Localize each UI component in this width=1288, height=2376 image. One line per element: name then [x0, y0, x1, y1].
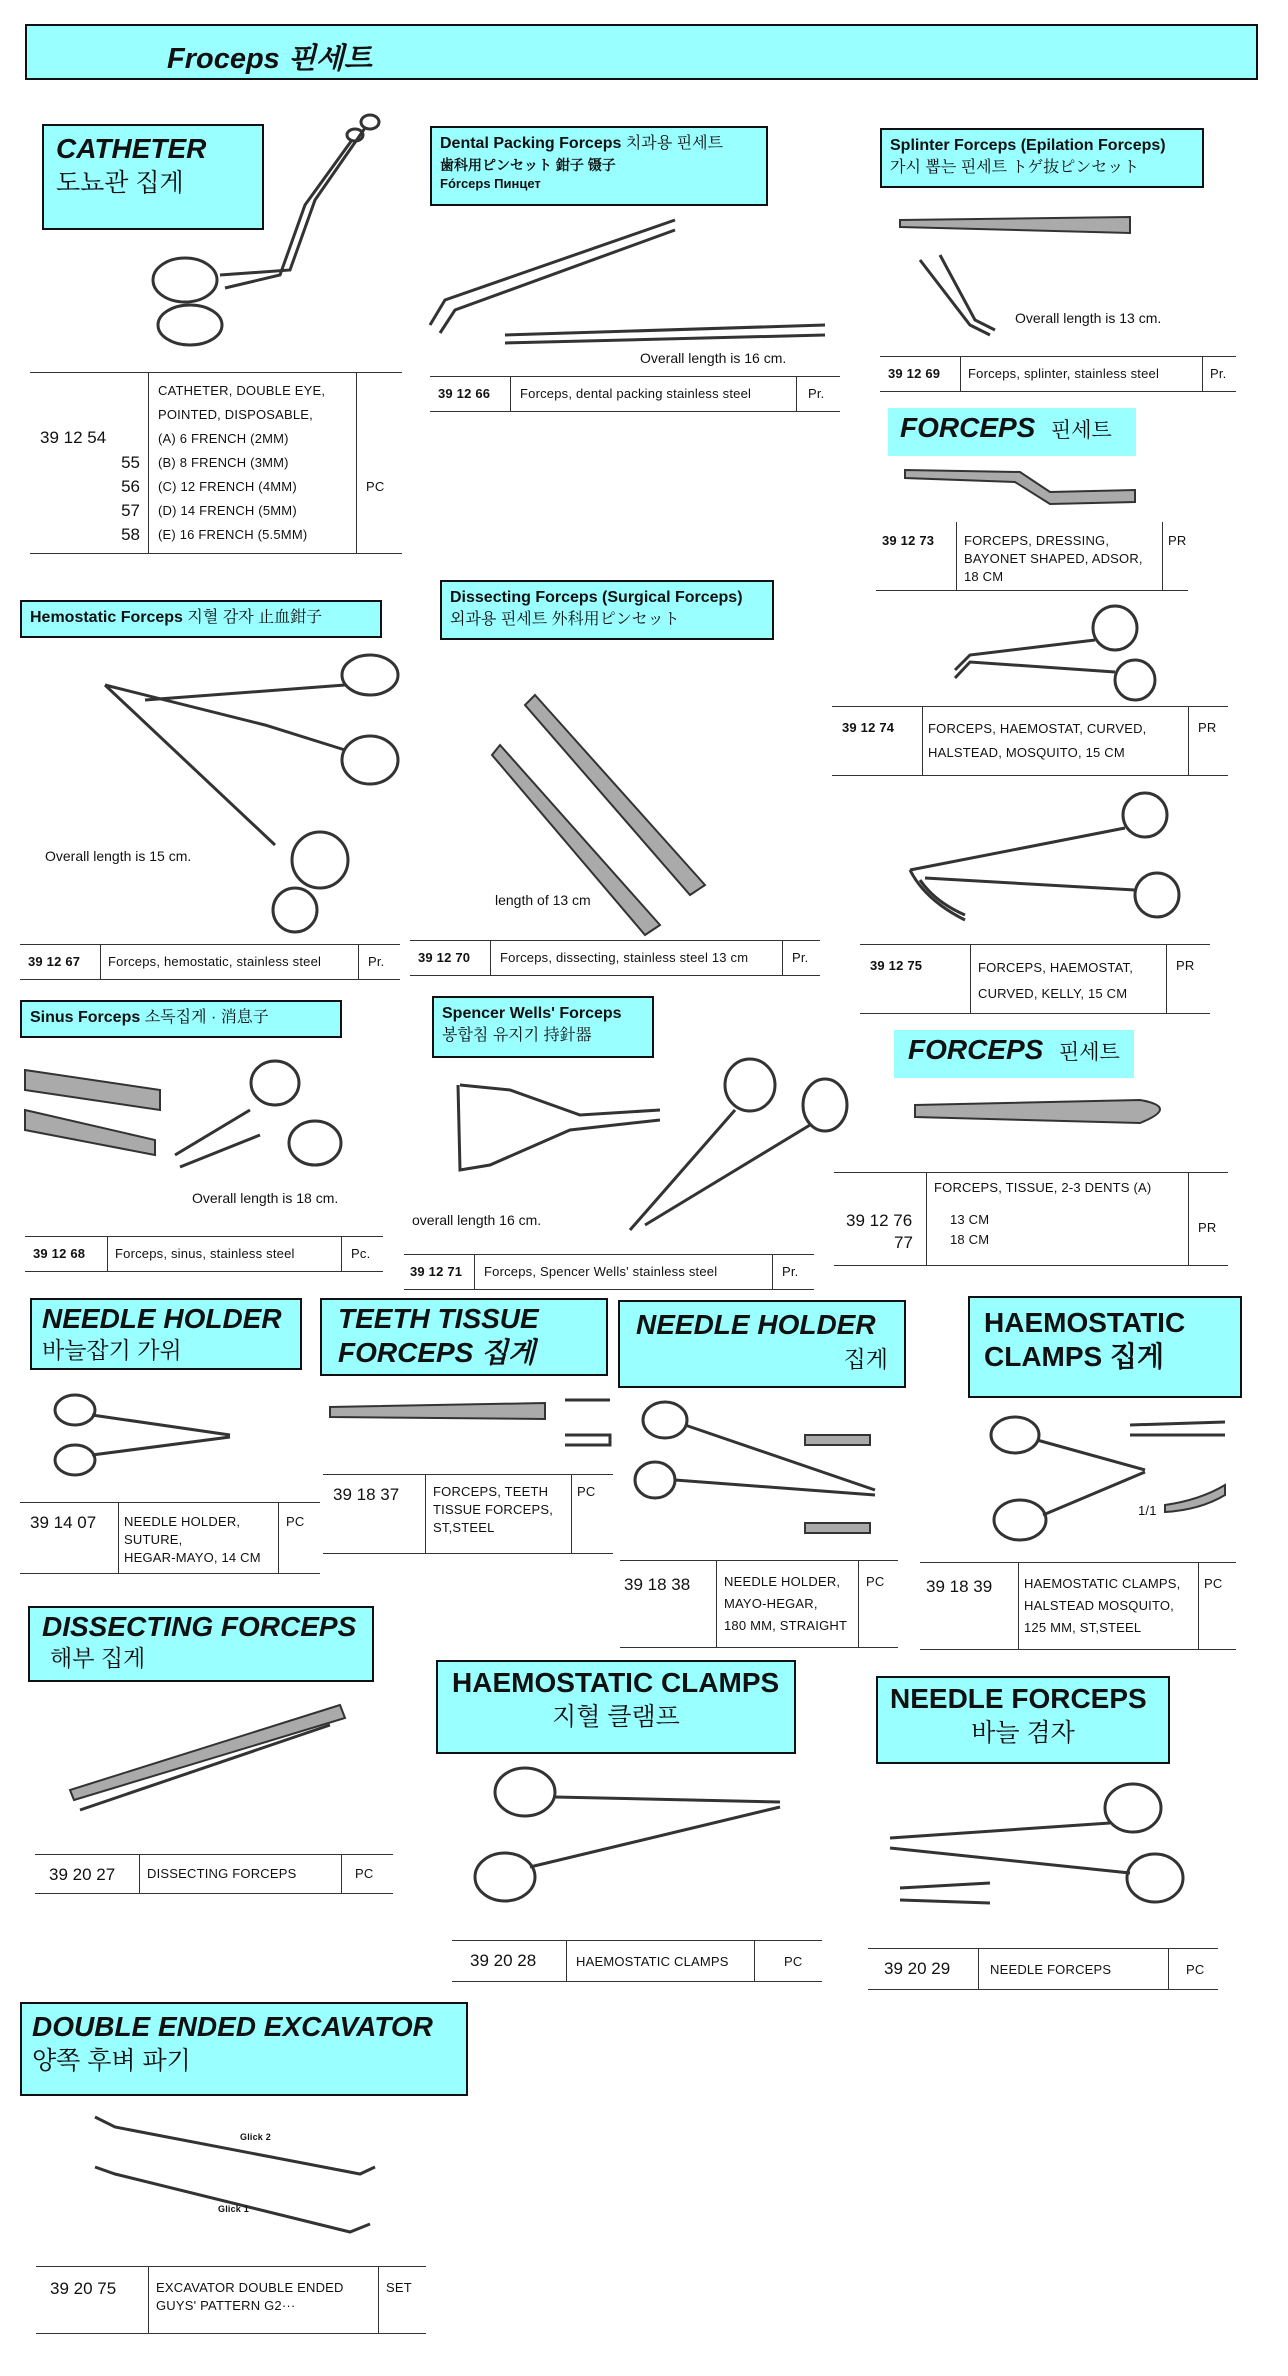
catheter-desc-line: (D) 14 FRENCH (5MM) [158, 503, 297, 518]
teeth-desc [433, 1483, 553, 1537]
item7275-desc [978, 955, 1133, 1007]
needle2-desc-line: NEEDLE HOLDER, [724, 1574, 841, 1589]
dental-desc: Forceps, dental packing stainless steel [520, 386, 752, 401]
spencer-caption: overall length 16 cm. [412, 1212, 542, 1228]
needle1-desc-line: HEGAR-MAYO, 14 CM [124, 1550, 261, 1565]
dissecting-unit: Pr. [792, 950, 809, 965]
dissect2-header [28, 1606, 374, 1682]
excavator-mark1: Glick 2 [240, 2132, 271, 2142]
dental-caption: Overall length is 16 cm. [640, 350, 787, 366]
item7274-table [832, 706, 1228, 776]
haemo1-desc-line: HAEMOSTATIC CLAMPS, [1024, 1576, 1181, 1591]
hemostatic-title: Hemostatic Forceps [30, 609, 183, 626]
teeth-code: 39 18 37 [333, 1485, 400, 1504]
catheter-desc-line: (C) 12 FRENCH (4MM) [158, 479, 297, 494]
spencer-desc: Forceps, Spencer Wells' stainless steel [484, 1264, 718, 1279]
needle1-desc [124, 1513, 261, 1567]
needle1-code: 39 14 07 [30, 1513, 97, 1532]
haemo1-scale: 1/1 [1138, 1503, 1157, 1518]
haemo1-unit: PC [1204, 1576, 1223, 1591]
needle1-table [20, 1502, 320, 1574]
hemostatic-forceps-image [95, 645, 415, 935]
catheter-table [30, 372, 402, 554]
haemo1-desc-line: HALSTEAD MOSQUITO, [1024, 1598, 1174, 1613]
sinus-forceps-image [25, 1055, 355, 1205]
excavator-title-ko: 양쪽 후벼 파기 [32, 2047, 191, 2075]
item7273-code: 39 12 73 [882, 533, 935, 548]
hemostatic-table [20, 944, 400, 980]
teeth-title1: TEETH TISSUE [338, 1303, 539, 1334]
forceps2-title: FORCEPS [908, 1034, 1044, 1065]
item7275-table [860, 944, 1210, 1014]
dissecting-table [410, 940, 820, 976]
dental-header [430, 126, 768, 206]
dissecting-caption: length of 13 cm [495, 892, 591, 908]
needlef-title-ko: 바늘 겸자 [971, 1719, 1075, 1747]
forceps1-title: FORCEPS [900, 412, 1036, 443]
teeth-header [320, 1298, 608, 1376]
dental-title: Dental Packing Forceps [440, 135, 622, 152]
needlef-code: 39 20 29 [884, 1959, 951, 1978]
forceps2-size2: 18 CM [950, 1232, 990, 1247]
needle2-header [618, 1300, 906, 1388]
needle1-desc-line: NEEDLE HOLDER, [124, 1514, 241, 1529]
banner-title: Froceps 핀세트 [167, 43, 372, 75]
splinter-header [880, 128, 1204, 188]
needle2-desc [724, 1571, 847, 1637]
needlef-header [876, 1676, 1170, 1764]
needle1-title: NEEDLE HOLDER [42, 1303, 282, 1334]
forceps1-header [888, 408, 1136, 456]
teeth-desc-line: FORCEPS, TEETH [433, 1484, 549, 1499]
catheter-desc-line: (E) 16 FRENCH (5.5MM) [158, 527, 308, 542]
item7273-desc [964, 532, 1143, 586]
splinter-desc: Forceps, splinter, stainless steel [968, 366, 1160, 381]
forceps2-title-ko: 핀세트 [1058, 1041, 1120, 1064]
needle2-image [630, 1395, 890, 1535]
forceps2-code2: 77 [894, 1233, 913, 1252]
splinter-unit: Pr. [1210, 366, 1227, 381]
needle1-header [30, 1298, 302, 1370]
dental-line3: Fórceps Пинцет [440, 176, 541, 191]
dissecting-code: 39 12 70 [418, 950, 471, 965]
dissect2-unit: PC [355, 1866, 374, 1881]
haemo1-image [985, 1410, 1225, 1550]
excavator-title: DOUBLE ENDED EXCAVATOR [32, 2011, 433, 2042]
needle2-table [620, 1560, 898, 1648]
needle2-desc-line: 180 MM, STRAIGHT [724, 1618, 848, 1633]
haemo1-header [968, 1296, 1242, 1398]
hemostatic-header [20, 600, 382, 638]
forceps2-size1: 13 CM [950, 1212, 990, 1227]
teeth-unit: PC [577, 1484, 596, 1499]
teeth-forceps-image [325, 1395, 615, 1465]
catheter-subcode: 58 [121, 525, 140, 544]
haemo2-desc: HAEMOSTATIC CLAMPS [576, 1954, 729, 1969]
catheter-title-ko: 도뇨관 집게 [56, 169, 184, 197]
sinus-unit: Pc. [351, 1246, 371, 1261]
item7274-desc-line: FORCEPS, HAEMOSTAT, CURVED, [928, 721, 1147, 736]
catheter-unit: PC [366, 479, 385, 494]
excavator-mark2: Glick 1 [218, 2204, 249, 2214]
haemo2-image [470, 1762, 790, 1922]
item7274-desc-line: HALSTEAD, MOSQUITO, 15 CM [928, 745, 1125, 760]
item7274-desc [928, 717, 1147, 765]
needlef-desc: NEEDLE FORCEPS [990, 1962, 1112, 1977]
sinus-title-ko: 소독집게 · 消息子 [144, 1009, 269, 1026]
haemo2-title: HAEMOSTATIC CLAMPS [452, 1667, 780, 1698]
needle2-title-ko: 집게 [843, 1346, 888, 1372]
item7274-code: 39 12 74 [842, 720, 895, 735]
splinter-table [880, 356, 1236, 392]
catheter-subcode: 57 [121, 501, 140, 520]
dental-unit: Pr. [808, 386, 825, 401]
forceps2-code: 39 12 76 [846, 1211, 913, 1230]
needle2-unit: PC [866, 1574, 885, 1589]
forceps2-header [894, 1030, 1134, 1078]
dissecting-desc: Forceps, dissecting, stainless steel 13 cm [500, 950, 749, 965]
item7273-table [876, 522, 1188, 591]
item7275-desc-line: CURVED, KELLY, 15 CM [978, 986, 1128, 1001]
needlef-title: NEEDLE FORCEPS [890, 1683, 1147, 1714]
dissecting-title: Dissecting Forceps (Surgical Forceps) [450, 589, 743, 606]
sinus-caption: Overall length is 18 cm. [192, 1190, 339, 1206]
catheter-desc-line: (B) 8 FRENCH (3MM) [158, 455, 289, 470]
catheter-desc-line: POINTED, DISPOSABLE, [158, 407, 313, 422]
haemo1-desc [1024, 1573, 1180, 1639]
item7275-code: 39 12 75 [870, 958, 923, 973]
catheter-desc-line: (A) 6 FRENCH (2MM) [158, 431, 289, 446]
splinter-title: Splinter Forceps (Epilation Forceps) [890, 137, 1166, 154]
catheter-desc-line: CATHETER, DOUBLE EYE, [158, 383, 326, 398]
haemo1-title1: HAEMOSTATIC [984, 1307, 1186, 1338]
haemo2-table [452, 1940, 822, 1982]
excavator-desc [156, 2279, 344, 2315]
spencer-table [404, 1254, 814, 1290]
needlef-unit: PC [1186, 1962, 1205, 1977]
hemostatic-unit: Pr. [368, 954, 385, 969]
haemo1-desc-line: 125 MM, ST,STEEL [1024, 1620, 1142, 1635]
dental-line2: 歯科用ピンセット 鉗子 镊子 [440, 157, 616, 173]
sinus-header [20, 1000, 342, 1038]
teeth-desc-line: TISSUE FORCEPS, [433, 1502, 554, 1517]
splinter-caption: Overall length is 13 cm. [1015, 310, 1162, 326]
mosquito-haemostat-image [950, 600, 1180, 710]
item7273-desc-line: 18 CM [964, 569, 1004, 584]
excavator-code: 39 20 75 [50, 2279, 117, 2298]
dissecting-header [440, 580, 774, 640]
catheter-subcode: 56 [121, 477, 140, 496]
spencer-header [432, 996, 654, 1058]
teeth-table [323, 1474, 613, 1554]
item7275-unit: PR [1176, 958, 1195, 973]
excavator-unit: SET [386, 2280, 412, 2295]
teeth-title2: FORCEPS 집게 [338, 1337, 536, 1368]
hemostatic-title-ko: 지혈 감자 止血鉗子 [187, 609, 323, 626]
needle2-desc-line: MAYO-HEGAR, [724, 1596, 818, 1611]
catheter-code: 39 12 54 [40, 428, 107, 447]
needlef-table [868, 1948, 1218, 1990]
item7273-desc-line: BAYONET SHAPED, ADSOR, [964, 551, 1143, 566]
kelly-haemostat-image [905, 790, 1185, 930]
needle1-unit: PC [286, 1514, 305, 1529]
catalog-banner [25, 24, 1258, 80]
dissecting-title-ko: 외과용 핀세트 外科用ピンセット [450, 611, 680, 628]
haemo2-title-ko: 지혈 클램프 [552, 1703, 680, 1731]
forceps2-desc: FORCEPS, TISSUE, 2-3 DENTS (A) [934, 1180, 1152, 1195]
catheter-title: CATHETER [56, 133, 207, 164]
tissue-forceps-image [910, 1095, 1190, 1135]
sinus-table [25, 1236, 383, 1272]
needle2-code: 39 18 38 [624, 1575, 691, 1594]
dental-code: 39 12 66 [438, 386, 491, 401]
splinter-code: 39 12 69 [888, 366, 941, 381]
dental-forceps-image [425, 215, 825, 355]
sinus-title: Sinus Forceps [30, 1009, 141, 1026]
haemo1-title2: CLAMPS 집게 [984, 1341, 1165, 1372]
dissect2-image [60, 1700, 350, 1820]
catheter-subcodes [100, 451, 140, 547]
catheter-desc [158, 379, 325, 547]
forceps2-unit: PR [1198, 1220, 1217, 1235]
item7273-unit: PR [1168, 533, 1187, 548]
sinus-code: 39 12 68 [33, 1246, 86, 1261]
dissect2-table [35, 1854, 393, 1894]
spencer-code: 39 12 71 [410, 1264, 463, 1279]
dental-table [430, 376, 840, 412]
needle2-title: NEEDLE HOLDER [636, 1309, 876, 1340]
haemo2-header [436, 1660, 796, 1754]
dissect2-title: DISSECTING FORCEPS [42, 1611, 357, 1642]
item7274-unit: PR [1198, 720, 1217, 735]
spencer-title-ko: 봉합침 유지기 持針器 [442, 1027, 592, 1044]
excavator-desc-line: GUYS' PATTERN G2··· [156, 2298, 296, 2313]
needlef-image [885, 1778, 1205, 1918]
splinter-title-ko: 가시 뽑는 핀세트 トゲ抜ピンセット [890, 159, 1140, 176]
excavator-desc-line: EXCAVATOR DOUBLE ENDED [156, 2280, 344, 2295]
spencer-unit: Pr. [782, 1264, 799, 1279]
haemo1-code: 39 18 39 [926, 1577, 993, 1596]
catheter-image [140, 110, 400, 360]
dental-title-ko: 치과용 핀세트 [625, 135, 724, 152]
item7275-desc-line: FORCEPS, HAEMOSTAT, [978, 960, 1134, 975]
haemo1-table [920, 1562, 1236, 1650]
haemo2-code: 39 20 28 [470, 1951, 537, 1970]
item7273-desc-line: FORCEPS, DRESSING, [964, 533, 1110, 548]
bayonet-forceps-image [900, 462, 1140, 512]
excavator-table [36, 2266, 426, 2334]
catheter-subcode: 55 [121, 453, 140, 472]
teeth-desc-line: ST,STEEL [433, 1520, 495, 1535]
spencer-title: Spencer Wells' Forceps [442, 1005, 622, 1022]
forceps1-title-ko: 핀세트 [1050, 419, 1112, 442]
forceps2-table [834, 1172, 1228, 1266]
hemostatic-desc: Forceps, hemostatic, stainless steel [108, 954, 322, 969]
needle1-title-ko: 바늘잡기 가위 [42, 1337, 182, 1363]
needle1-desc-line: SUTURE, [124, 1532, 183, 1547]
dissect2-code: 39 20 27 [49, 1865, 116, 1884]
dissect2-desc: DISSECTING FORCEPS [147, 1866, 297, 1881]
hemostatic-caption: Overall length is 15 cm. [45, 848, 192, 864]
hemostatic-code: 39 12 67 [28, 954, 81, 969]
excavator-header [20, 2002, 468, 2096]
sinus-desc: Forceps, sinus, stainless steel [115, 1246, 295, 1261]
dissect2-title-ko: 해부 집게 [50, 1645, 146, 1671]
haemo2-unit: PC [784, 1954, 803, 1969]
needle1-image [50, 1385, 250, 1485]
